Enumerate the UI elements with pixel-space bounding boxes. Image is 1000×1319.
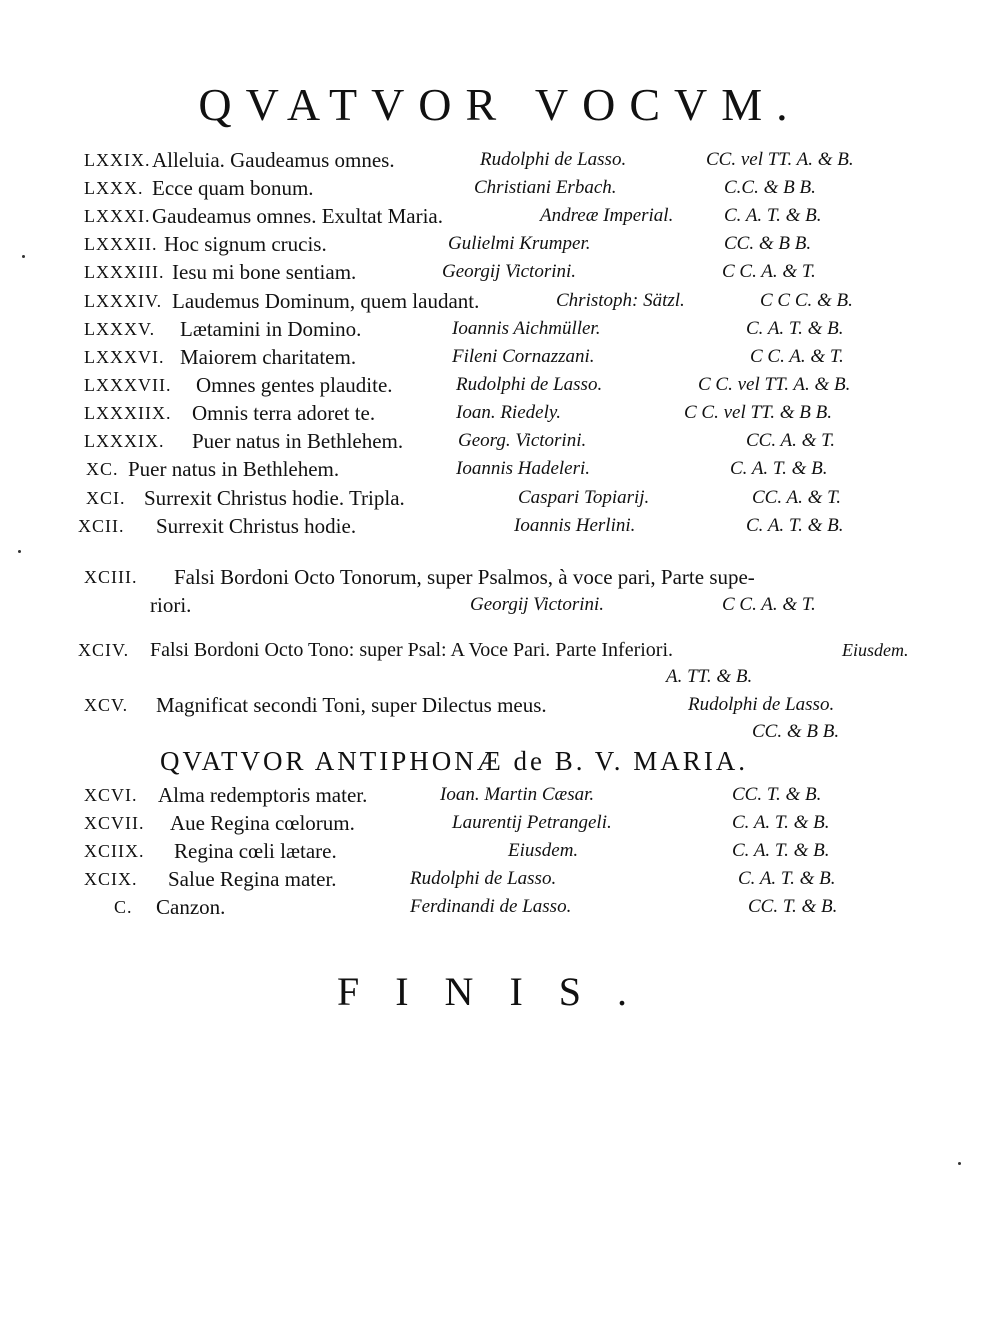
entry-title: Laudemus Dominum, quem laudant. — [172, 289, 480, 313]
entry-voices: CC. A. & T. — [746, 430, 836, 451]
entry-voices: C C. A. & T. — [722, 594, 816, 615]
entry-number: LXXXIX. — [84, 431, 165, 451]
entry-title: Magnificat secondi Toni, super Dilectus meus. — [156, 693, 547, 717]
scan-speck — [958, 1162, 961, 1165]
index-entry — [0, 371, 1000, 399]
entry-composer: Laurentij Petrangeli. — [452, 812, 612, 833]
entry-number: LXXXVII. — [84, 375, 172, 395]
section-heading: QVATVOR ANTIPHONÆ de B. V. MARIA. — [160, 746, 749, 776]
entry-composer: Ferdinandi de Lasso. — [410, 896, 572, 917]
entry-number: XC. — [86, 459, 119, 479]
entry-voices: C. A. T. & B. — [732, 840, 830, 861]
entry-voices: C C. A. & T. — [722, 261, 816, 282]
entry-title: Hoc signum crucis. — [164, 232, 327, 256]
entry-number: LXXIX. — [84, 150, 151, 170]
index-entry — [0, 781, 1000, 809]
entry-number: XCIII. — [84, 567, 138, 587]
entry-number: LXXXIIX. — [84, 403, 172, 423]
index-entry — [0, 455, 1000, 483]
entry-composer: Ioannis Herlini. — [514, 515, 636, 536]
entry-number: XCII. — [78, 516, 125, 536]
entry-title: Aue Regina cœlorum. — [170, 811, 355, 835]
page-title: QVATVOR VOCVM. — [198, 79, 802, 130]
entry-number: XCVI. — [84, 785, 138, 805]
entry-composer: Caspari Topiarij. — [518, 487, 650, 508]
entry-voices: CC. & B B. — [724, 233, 812, 254]
index-entry — [0, 399, 1000, 427]
entry-number: XCVII. — [84, 813, 145, 833]
entry-title: Omnis terra adoret te. — [192, 401, 376, 425]
entry-composer: Georgij Victorini. — [470, 594, 605, 615]
entry-voices: C. A. T. & B. — [746, 515, 844, 536]
index-entry-continuation — [0, 591, 1000, 619]
entry-voices: CC. vel TT. A. & B. — [706, 149, 854, 170]
entry-title: Omnes gentes plaudite. — [196, 373, 393, 397]
entry-voices: C C. A. & T. — [750, 346, 844, 367]
index-entry — [0, 202, 1000, 230]
index-entry — [0, 315, 1000, 343]
entry-composer: Rudolphi de Lasso. — [456, 374, 603, 395]
index-entry — [0, 837, 1000, 865]
entry-voices: C. A. T. & B. — [746, 318, 844, 339]
index-entry — [0, 809, 1000, 837]
scan-speck — [22, 255, 25, 258]
entry-title: Canzon. — [156, 895, 226, 919]
entry-number: LXXXV. — [84, 319, 156, 339]
entry-title: Gaudeamus omnes. Exultat Maria. — [152, 204, 444, 228]
index-entry — [0, 512, 1000, 540]
entry-title: Puer natus in Bethlehem. — [192, 429, 404, 453]
index-entry — [0, 691, 1000, 719]
entry-composer: Georgij Victorini. — [442, 261, 577, 282]
entry-composer: Ioan. Riedely. — [456, 402, 561, 423]
index-entry — [0, 484, 1000, 512]
entry-number: XCI. — [86, 488, 126, 508]
entry-title: Alma redemptoris mater. — [158, 783, 368, 807]
entry-composer: Christoph: Sätzl. — [556, 290, 685, 311]
entry-number: XCIX. — [84, 869, 138, 889]
entry-number: XCIIX. — [84, 841, 145, 861]
entry-number: XCIV. — [78, 640, 130, 660]
entry-title: Falsi Bordoni Octo Tono: super Psal: A Voce Pari. Parte Inferiori. — [150, 639, 673, 661]
entry-title: Puer natus in Bethlehem. — [128, 457, 340, 481]
entry-voices: C. A. T. & B. — [724, 205, 822, 226]
index-entry-continuation — [0, 718, 1000, 746]
entry-composer: Fileni Cornazzani. — [452, 346, 595, 367]
entry-composer: Rudolphi de Lasso. — [410, 868, 557, 889]
index-entry — [0, 146, 1000, 174]
entry-title: Lætamini in Domino. — [180, 317, 362, 341]
entry-title: Iesu mi bone sentiam. — [172, 260, 357, 284]
finis-heading: FINIS. — [336, 969, 664, 1014]
index-entry — [0, 174, 1000, 202]
entry-voices: C. A. T. & B. — [730, 458, 828, 479]
entry-voices: C. A. T. & B. — [732, 812, 830, 833]
entry-composer: Gulielmi Krumper. — [448, 233, 591, 254]
entry-composer: Ioannis Hadeleri. — [456, 458, 591, 479]
entry-number: C. — [114, 897, 133, 917]
entry-voices: CC. & B B. — [752, 721, 840, 742]
entry-title: Regina cœli lætare. — [174, 839, 337, 863]
entry-title: Maiorem charitatem. — [180, 345, 357, 369]
entry-voices: CC. T. & B. — [748, 896, 838, 917]
scan-speck — [18, 550, 21, 553]
index-entry — [0, 230, 1000, 258]
index-entry — [0, 287, 1000, 315]
index-entry — [0, 258, 1000, 286]
entry-voices: CC. A. & T. — [752, 487, 842, 508]
entry-composer: Rudolphi de Lasso. — [480, 149, 627, 170]
entry-composer: Andreæ Imperial. — [540, 205, 674, 226]
entry-number: LXXXII. — [84, 234, 158, 254]
entry-title: Salue Regina mater. — [168, 867, 337, 891]
entry-voices: C C. vel TT. & B B. — [684, 402, 832, 423]
entry-voices: C. A. T. & B. — [738, 868, 836, 889]
index-entry — [0, 343, 1000, 371]
index-entry — [0, 893, 1000, 921]
index-entry — [0, 865, 1000, 893]
entry-title: Surrexit Christus hodie. Tripla. — [144, 486, 405, 510]
index-entry-continuation — [0, 663, 1000, 691]
entry-number: LXXXI. — [84, 206, 151, 226]
entry-title-continuation: riori. — [150, 593, 192, 617]
entry-composer: Ioan. Martin Cæsar. — [440, 784, 595, 805]
entry-composer: Georg. Victorini. — [458, 430, 587, 451]
entry-voices: CC. T. & B. — [732, 784, 822, 805]
entry-composer: Rudolphi de Lasso. — [688, 694, 835, 715]
index-entry — [0, 636, 1000, 664]
entry-composer: Eiusdem. — [842, 640, 909, 660]
entry-voices: C.C. & B B. — [724, 177, 816, 198]
entry-composer: Eiusdem. — [508, 840, 579, 861]
entry-title: Ecce quam bonum. — [152, 176, 314, 200]
entry-number: LXXXIV. — [84, 291, 163, 311]
entry-composer: Ioannis Aichmüller. — [452, 318, 601, 339]
entry-voices: C C C. & B. — [760, 290, 853, 311]
entry-title: Alleluia. Gaudeamus omnes. — [152, 148, 395, 172]
entry-title: Surrexit Christus hodie. — [156, 514, 357, 538]
index-entry — [0, 427, 1000, 455]
entry-number: LXXXIII. — [84, 262, 165, 282]
entry-title: Falsi Bordoni Octo Tonorum, super Psalmos, à voce pari, Parte supe- — [174, 565, 755, 589]
entry-voices: A. TT. & B. — [666, 666, 753, 687]
entry-number: LXXXVI. — [84, 347, 165, 367]
entry-number: XCV. — [84, 695, 129, 715]
entry-voices: C C. vel TT. A. & B. — [698, 374, 851, 395]
entry-composer: Christiani Erbach. — [474, 177, 617, 198]
entry-number: LXXX. — [84, 178, 144, 198]
index-entry — [0, 563, 1000, 591]
